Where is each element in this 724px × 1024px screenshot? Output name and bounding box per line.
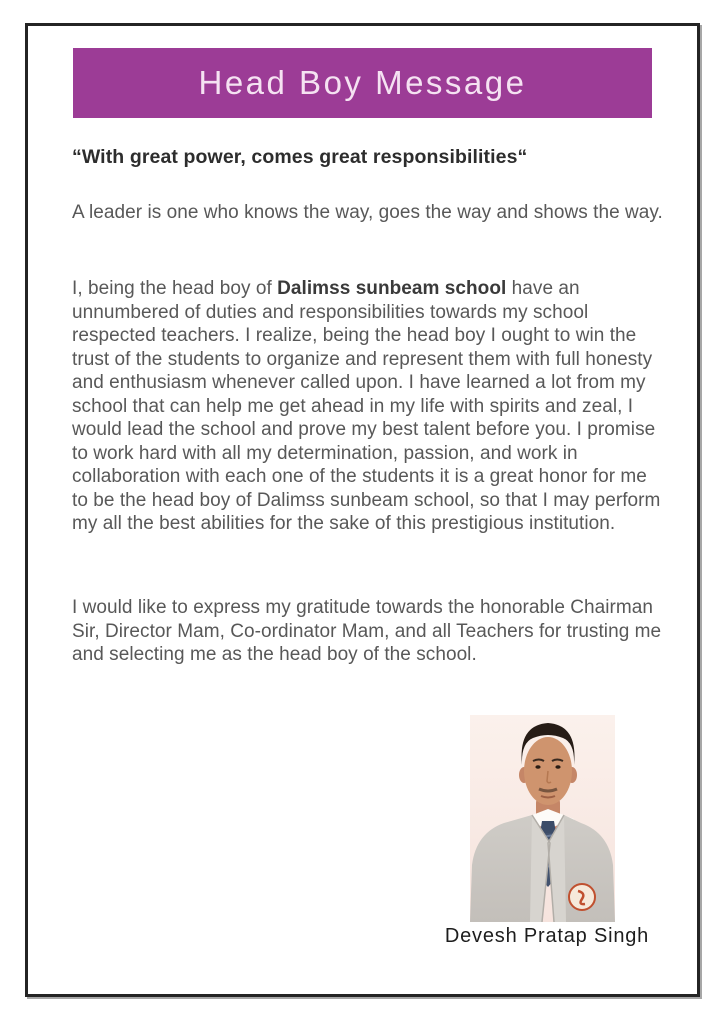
head-boy-photo xyxy=(470,715,615,922)
photo-caption: Devesh Pratap Singh xyxy=(444,925,650,947)
paragraph-duties-start: I, being the head boy of xyxy=(72,278,278,299)
paragraph-leader: A leader is one who knows the way, goes the way and shows the way. xyxy=(72,202,663,223)
school-name-bold: Dalimss sunbeam school xyxy=(277,278,507,299)
paragraph-duties-rest: have an unnumbered of duties and responsibilities towards my school respected teachers. I realize, being the head boy I ought to win the trust of the students to organize and represent them with full honesty and enthusiasm whenever called upon. I have learned a lot from my school that can help me get ahead in my life with spirits and zeal, I would lead the school and prove my best talent before you. I promise to work hard with all my determination, passion, and work in collaboration with each one of the students it is a great honor for me to be the head boy of Dalimss sunbeam school, so that I may perform my all the best abilities for the sake of this prestigious institution. xyxy=(72,278,661,534)
head-boy-portrait-illustration xyxy=(470,715,615,922)
paragraph-duties xyxy=(72,277,666,536)
page-title: Head Boy Message xyxy=(198,64,527,101)
paragraph-gratitude: I would like to express my gratitude towards the honorable Chairman Sir, Director Mam, Co-ordinator Mam, and all Teachers for trusting me and selecting me as the head boy of the school. xyxy=(72,597,662,665)
title-banner xyxy=(73,48,652,118)
quote-text: “With great power, comes great responsibilities“ xyxy=(72,146,528,168)
